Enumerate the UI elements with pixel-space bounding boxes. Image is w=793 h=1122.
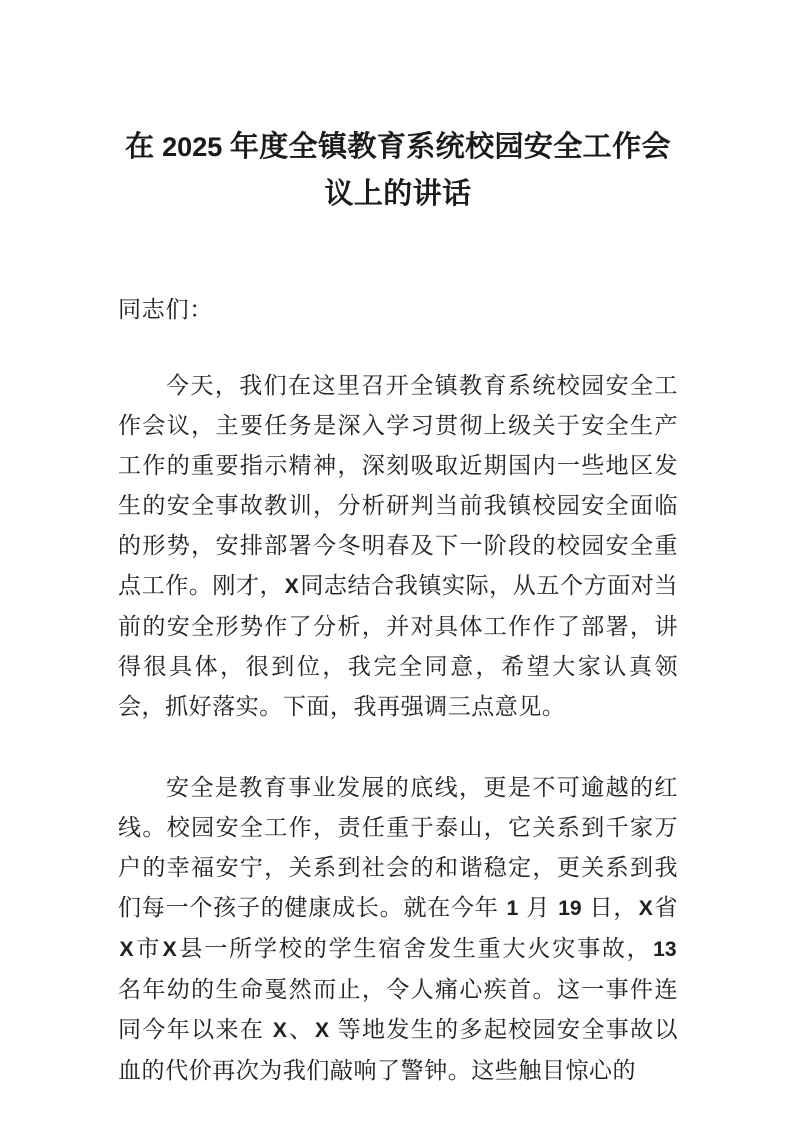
salutation: 同志们： xyxy=(118,297,214,322)
paragraph-2-segment-1: 安全是教育事业发展的底线，更是不可逾越的红线。校园安全工作，责任重于泰山，它关系到千家万户的幸福安宁，关系到社会的和谐稳定，更关系到我们每一个孩子的健康成长。就在今年 xyxy=(118,775,678,920)
page-title xyxy=(118,0,678,218)
paragraph-2-segment-11: 县一所学校的学生宿舍发生重大火灾事故， xyxy=(178,936,652,961)
paragraph-2-placeholder-province: X xyxy=(638,897,653,920)
paragraph-2-day-number: 19 xyxy=(558,897,582,920)
document-body xyxy=(118,0,678,1091)
paragraph-2-segment-9: 市 xyxy=(135,936,162,961)
title-text-part-2: 年度全镇教育系统校园安全工作会议上的讲话 xyxy=(222,131,671,210)
paragraph-2-segment-15: 、 xyxy=(288,1017,314,1042)
paragraph-2-segment-7: 省 xyxy=(654,895,678,920)
paragraph-2-placeholder-location-2: X xyxy=(315,1019,330,1042)
paragraph-2-placeholder-county: X xyxy=(162,938,177,961)
title-year-number: 2025 xyxy=(162,132,223,162)
paragraph-2-segment-3: 月 xyxy=(519,895,557,920)
paragraph-1-segment-text-2: 同志结合我镇实际，从五个方面对当前的安全形势作了分析，并对具体工作作了部署，讲得很具体，很到位，我完全同意，希望大家认真领会，抓好落实。下面，我再强调三点意见。 xyxy=(118,573,678,719)
paragraph-2-segment-13: 名年幼的生命戛然而止，令人痛心疾首。这一事件连同今年以来在 xyxy=(118,977,678,1042)
paragraph-2-segment-17: 等地发生的多起校园安全事故以血的代价再次为我们敲响了警钟。这些触目惊心的 xyxy=(118,1017,678,1083)
paragraph-2-month-number: 1 xyxy=(506,897,519,920)
body-paragraph-2 xyxy=(118,727,678,1091)
paragraph-2-segment-5: 日， xyxy=(583,895,638,920)
title-text-part-1: 在 xyxy=(125,131,163,163)
paragraph-1-placeholder-x: X xyxy=(284,575,299,598)
paragraph-2-casualty-count: 13 xyxy=(653,938,677,961)
paragraph-1-segment-text: 今天，我们在这里召开全镇教育系统校园安全工作会议，主要任务是深入学习贯彻上级关于安全生产工作的重要指示精神，深刻吸取近期国内一些地区发生的安全事故教训，分析研判当前我镇校园安全面临的形势，安排部署今冬明春及下一阶段的校园安全重点工作。刚才， xyxy=(118,373,678,598)
body-paragraph-1 xyxy=(118,330,678,727)
paragraph-2-placeholder-location-1: X xyxy=(272,1019,287,1042)
paragraph-2-placeholder-city: X xyxy=(119,938,134,961)
